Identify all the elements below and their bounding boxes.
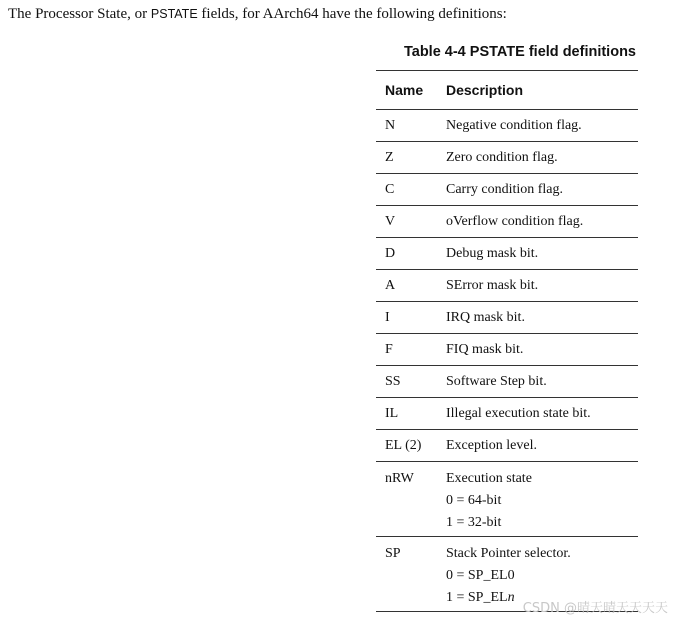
field-description: Exception level. (438, 430, 638, 462)
description-line: 0 = 64-bit (446, 493, 502, 508)
table-row-nrw (376, 462, 638, 537)
intro-text-after: fields, for AArch64 have the following definitions: (197, 6, 507, 22)
field-description: Software Step bit. (438, 366, 638, 398)
field-name: V (376, 206, 438, 238)
field-name: nRW (376, 462, 438, 537)
field-name: D (376, 238, 438, 270)
field-description (438, 462, 638, 537)
table-row (376, 334, 638, 366)
field-name: C (376, 174, 438, 206)
description-line: Stack Pointer selector. (446, 546, 571, 561)
table-row (376, 110, 638, 142)
description-line-prefix: 1 = SP_EL (446, 590, 508, 605)
description-line-italic: n (507, 590, 515, 605)
field-description: FIQ mask bit. (438, 334, 638, 366)
table-row (376, 238, 638, 270)
watermark: CSDN @晴天晴天天天天 (522, 601, 668, 616)
table-title: Table 4-4 PSTATE field definitions (403, 44, 636, 60)
field-name: A (376, 270, 438, 302)
field-name: EL (2) (376, 430, 438, 462)
field-description: Negative condition flag. (438, 110, 638, 142)
table-row (376, 206, 638, 238)
description-line: 0 = SP_EL0 (446, 568, 515, 583)
field-description: Carry condition flag. (438, 174, 638, 206)
field-description: IRQ mask bit. (438, 302, 638, 334)
header-name: Name (376, 71, 438, 110)
table-row (376, 398, 638, 430)
field-description: SError mask bit. (438, 270, 638, 302)
header-description: Description (438, 71, 638, 110)
description-line: Execution state (446, 471, 532, 486)
table-row (376, 270, 638, 302)
field-name: Z (376, 142, 438, 174)
pstate-field-table (376, 70, 638, 612)
table-row (376, 174, 638, 206)
table-row (376, 302, 638, 334)
field-description: oVerflow condition flag. (438, 206, 638, 238)
intro-paragraph (8, 6, 507, 23)
field-name: I (376, 302, 438, 334)
field-name: N (376, 110, 438, 142)
table-header-row (376, 71, 638, 110)
table-row (376, 366, 638, 398)
field-description: Debug mask bit. (438, 238, 638, 270)
intro-text-before: The Processor State, or (8, 6, 151, 22)
table-row (376, 430, 638, 462)
field-name: SS (376, 366, 438, 398)
field-name: IL (376, 398, 438, 430)
table-row (376, 142, 638, 174)
field-description: Illegal execution state bit. (438, 398, 638, 430)
description-line: 1 = 32-bit (446, 515, 502, 530)
intro-pstate-term: PSTATE (150, 7, 198, 21)
field-name: SP (385, 546, 401, 561)
field-name: F (376, 334, 438, 366)
field-description: Zero condition flag. (438, 142, 638, 174)
pstate-table-container (376, 40, 638, 612)
